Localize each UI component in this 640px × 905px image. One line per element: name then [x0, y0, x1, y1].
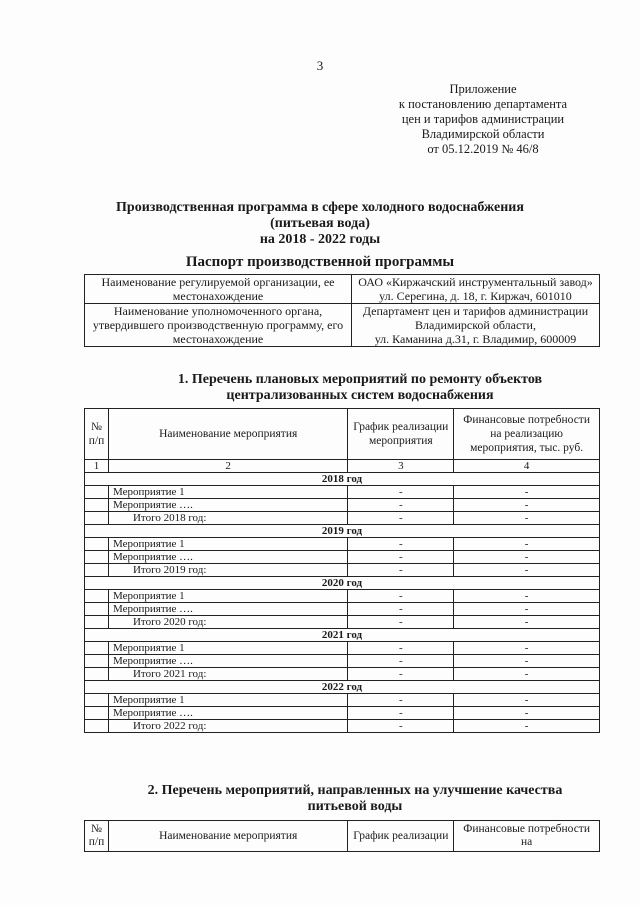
approval-line: от 05.12.2019 № 46/8	[427, 142, 539, 156]
col-header-finance: Финансовые потребности на реализацию мероприятия, тыс. руб.	[454, 409, 600, 460]
measure-name: Мероприятие 1	[108, 590, 347, 603]
year-total-finance: -	[454, 512, 600, 525]
table-header-row	[85, 409, 600, 460]
year-total-finance: -	[454, 564, 600, 577]
measure-name: Мероприятие ….	[108, 707, 347, 720]
section1-title-line: централизованных систем водоснабжения	[226, 388, 494, 403]
measure-name: Мероприятие 1	[108, 642, 347, 655]
column-numbers-row	[85, 460, 600, 473]
measure-schedule: -	[348, 707, 454, 720]
year-total-label: Итого 2021 год:	[108, 668, 347, 681]
table-row	[85, 642, 600, 655]
measure-name: Мероприятие ….	[108, 551, 347, 564]
year-total-label: Итого 2018 год:	[108, 512, 347, 525]
year-total-label: Итого 2019 год:	[108, 564, 347, 577]
measure-name: Мероприятие 1	[108, 486, 347, 499]
year-row	[85, 577, 600, 590]
table-row	[85, 486, 600, 499]
row-number	[85, 655, 109, 668]
year-total-label: Итого 2022 год:	[108, 720, 347, 733]
approval-block	[368, 82, 598, 157]
col-number: 1	[85, 460, 109, 473]
year-total-label: Итого 2020 год:	[108, 616, 347, 629]
row-number	[85, 720, 109, 733]
year-row	[85, 681, 600, 694]
year-label: 2022 год	[85, 681, 600, 694]
row-number	[85, 668, 109, 681]
row-number	[85, 694, 109, 707]
passport-org-address: ул. Серегина, д. 18, г. Киржач, 601010	[379, 289, 572, 303]
measure-name: Мероприятие 1	[108, 694, 347, 707]
col-number: 4	[454, 460, 600, 473]
row-number	[85, 590, 109, 603]
year-label: 2019 год	[85, 525, 600, 538]
year-row	[85, 629, 600, 642]
passport-authority-address: ул. Каманина д.31, г. Владимир, 600009	[374, 332, 577, 346]
passport-org-value	[352, 275, 600, 304]
measure-schedule: -	[348, 590, 454, 603]
measure-finance: -	[454, 538, 600, 551]
year-label: 2020 год	[85, 577, 600, 590]
measure-schedule: -	[348, 694, 454, 707]
row-number	[85, 499, 109, 512]
table-row	[85, 551, 600, 564]
section2-title	[120, 783, 590, 815]
measure-schedule: -	[348, 603, 454, 616]
total-row	[85, 564, 600, 577]
measure-name: Мероприятие ….	[108, 603, 347, 616]
measure-schedule: -	[348, 655, 454, 668]
measure-finance: -	[454, 707, 600, 720]
row-number	[85, 707, 109, 720]
table-row	[85, 304, 600, 347]
measure-finance: -	[454, 694, 600, 707]
measure-schedule: -	[348, 551, 454, 564]
measure-finance: -	[454, 590, 600, 603]
years-body	[85, 473, 600, 733]
year-label: 2021 год	[85, 629, 600, 642]
col-header-num: № п/п	[85, 821, 109, 852]
year-total-schedule: -	[348, 720, 454, 733]
table-row	[85, 707, 600, 720]
table-row	[85, 499, 600, 512]
col-header-name: Наименование мероприятия	[108, 821, 347, 852]
year-total-schedule: -	[348, 668, 454, 681]
row-number	[85, 616, 109, 629]
section2-title-line: питьевой воды	[307, 799, 403, 814]
measure-name: Мероприятие 1	[108, 538, 347, 551]
approval-line: к постановлению департамента	[398, 97, 568, 111]
col-header-schedule: График реализации	[348, 821, 454, 852]
section2-title-line: 2. Перечень мероприятий, направленных на улучшение качества	[147, 783, 563, 798]
row-number	[85, 551, 109, 564]
passport-table	[84, 274, 600, 347]
table-row	[85, 538, 600, 551]
year-label: 2018 год	[85, 473, 600, 486]
section1-title-line: 1. Перечень плановых мероприятий по ремонту объектов	[177, 372, 543, 387]
row-number	[85, 642, 109, 655]
year-total-finance: -	[454, 668, 600, 681]
passport-org-name: ОАО «Киржачский инструментальный завод»	[358, 275, 593, 289]
passport-authority-value	[352, 304, 600, 347]
table-header-row	[85, 821, 600, 852]
total-row	[85, 720, 600, 733]
col-header-name: Наименование мероприятия	[108, 409, 347, 460]
passport-org-label: Наименование регулируемой организации, ее местонахождение	[85, 275, 352, 304]
document-title	[0, 200, 640, 248]
row-number	[85, 512, 109, 525]
passport-authority-label: Наименование уполномоченного органа, утвердившего производственную программу, его местонахождение	[85, 304, 352, 347]
passport-heading: Паспорт производственной программы	[185, 254, 455, 270]
measure-finance: -	[454, 603, 600, 616]
year-total-schedule: -	[348, 512, 454, 525]
col-header-finance: Финансовые потребности на	[454, 821, 600, 852]
title-line: на 2018 - 2022 годы	[259, 232, 381, 247]
approval-line: Владимирской области	[421, 127, 545, 141]
measure-schedule: -	[348, 538, 454, 551]
measure-schedule: -	[348, 486, 454, 499]
measure-finance: -	[454, 499, 600, 512]
year-row	[85, 525, 600, 538]
title-line: Производственная программа в сфере холодного водоснабжения	[116, 200, 524, 215]
measure-finance: -	[454, 486, 600, 499]
measure-name: Мероприятие ….	[108, 655, 347, 668]
approval-line: цен и тарифов администрации	[401, 112, 565, 126]
total-row	[85, 668, 600, 681]
title-line: (питьевая вода)	[270, 216, 370, 231]
table-row	[85, 603, 600, 616]
table-row	[85, 655, 600, 668]
table-row	[85, 694, 600, 707]
section1-title	[150, 372, 570, 404]
total-row	[85, 512, 600, 525]
row-number	[85, 564, 109, 577]
year-total-finance: -	[454, 616, 600, 629]
row-number	[85, 603, 109, 616]
measure-finance: -	[454, 642, 600, 655]
measure-schedule: -	[348, 642, 454, 655]
total-row	[85, 616, 600, 629]
section2-table	[84, 820, 600, 852]
year-total-schedule: -	[348, 564, 454, 577]
col-number: 2	[108, 460, 347, 473]
measure-schedule: -	[348, 499, 454, 512]
page-number: 3	[316, 58, 324, 73]
col-number: 3	[348, 460, 454, 473]
approval-line: Приложение	[449, 82, 517, 96]
year-row	[85, 473, 600, 486]
measure-finance: -	[454, 655, 600, 668]
year-total-finance: -	[454, 720, 600, 733]
table-row	[85, 590, 600, 603]
table-row	[85, 275, 600, 304]
section1-table	[84, 408, 600, 733]
row-number	[85, 538, 109, 551]
row-number	[85, 486, 109, 499]
measure-finance: -	[454, 551, 600, 564]
col-header-num: № п/п	[85, 409, 109, 460]
year-total-schedule: -	[348, 616, 454, 629]
measure-name: Мероприятие ….	[108, 499, 347, 512]
passport-authority-name: Департамент цен и тарифов администрации Владимирской области,	[362, 304, 589, 332]
col-header-schedule: График реализации мероприятия	[348, 409, 454, 460]
